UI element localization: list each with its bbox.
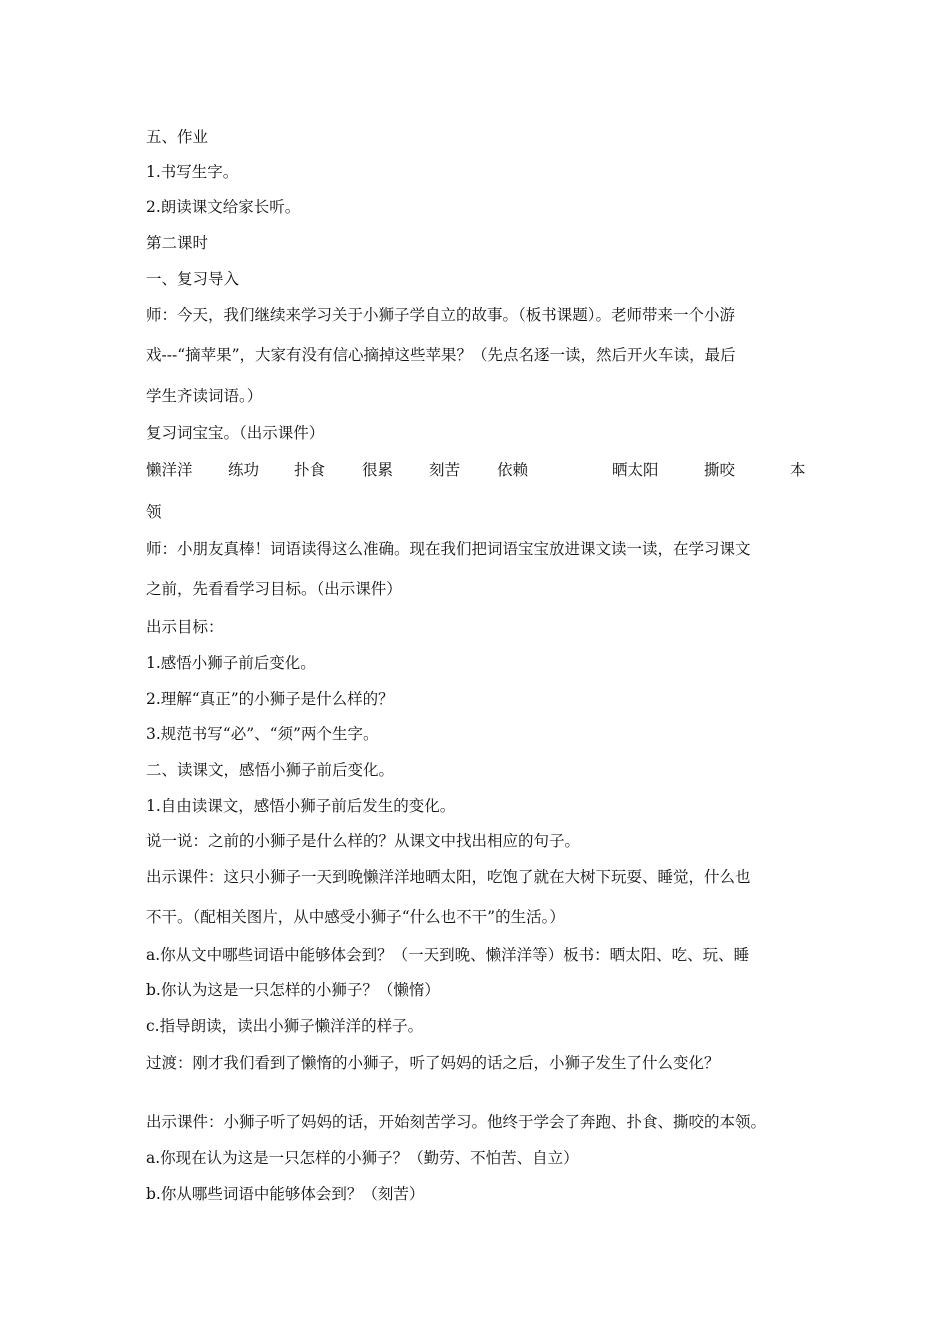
vocab-word: 很累 [362,461,394,479]
question-line: a.你现在认为这是一只怎样的小狮子？（勤劳、不怕苦、自立） [146,1149,579,1167]
vocab-word: 撕咬 [704,461,736,479]
vocab-word: 刻苦 [429,461,461,479]
vocab-word: 扑食 [294,461,326,479]
vocab-word: 练功 [228,461,260,479]
paragraph-line: 戏---“摘苹果”，大家有没有信心摘掉这些苹果？（先点名逐一读，然后开火车读，最后 [146,346,736,364]
paragraph-line: 不干。（配相关图片，从中感受小狮子“什么也不干”的生活。） [146,908,565,926]
homework-item: 2.朗读课文给家长听。 [146,198,301,216]
review-words-intro: 复习词宝宝。（出示课件） [146,424,325,442]
paragraph-line: 出示课件：小狮子听了妈妈的话，开始刻苦学习。他终于学会了奔跑、扑食、撕咬的本领。 [146,1113,767,1131]
lesson-title: 第二课时 [146,234,209,252]
question-line: c.指导朗读，读出小狮子懒洋洋的样子。 [146,1017,424,1035]
vocab-row [146,460,810,480]
vocab-word: 本 [790,461,806,479]
paragraph-line: 师：今天，我们继续来学习关于小狮子学自立的故事。（板书课题）。老师带来一个小游 [146,306,736,324]
homework-heading: 五、作业 [146,128,209,146]
paragraph-line: 之前，先看看学习目标。（出示课件） [146,580,402,598]
vocab-word: 依赖 [497,461,529,479]
prompt-line: 说一说：之前的小狮子是什么样的？从课文中找出相应的句子。 [146,832,581,850]
section-heading: 一、复习导入 [146,270,240,288]
goal-item: 1.感悟小狮子前后变化。 [146,654,316,672]
vocab-word: 晒太阳 [612,461,659,479]
paragraph-line: 出示课件：这只小狮子一天到晚懒洋洋地晒太阳，吃饱了就在大树下玩耍、睡觉，什么也 [146,868,751,886]
question-line: b.你认为这是一只怎样的小狮子？（懒惰） [146,981,440,999]
section-heading: 二、读课文，感悟小狮子前后变化。 [146,761,395,779]
goal-item: 2.理解“真正”的小狮子是什么样的？ [146,690,394,708]
question-line: b.你从哪些词语中能够体会到？（刻苦） [146,1185,425,1203]
step-line: 1.自由读课文，感悟小狮子前后发生的变化。 [146,797,456,815]
goals-heading: 出示目标： [146,618,224,636]
transition-line: 过渡：刚才我们看到了懒惰的小狮子，听了妈妈的话之后，小狮子发生了什么变化？ [146,1054,720,1072]
paragraph-line: 学生齐读词语。） [146,387,263,405]
goal-item: 3.规范书写“必”、“须”两个生字。 [146,725,379,743]
homework-item: 1.书写生字。 [146,163,239,181]
question-line: a.你从文中哪些词语中能够体会到？（一天到晚、懒洋洋等）板书：晒太阳、吃、玩、睡 [146,946,750,964]
vocab-word: 懒洋洋 [146,461,193,479]
paragraph-line: 师：小朋友真棒！词语读得这么准确。现在我们把词语宝宝放进课文读一读，在学习课文 [146,540,751,558]
vocab-wrap: 领 [146,503,162,521]
